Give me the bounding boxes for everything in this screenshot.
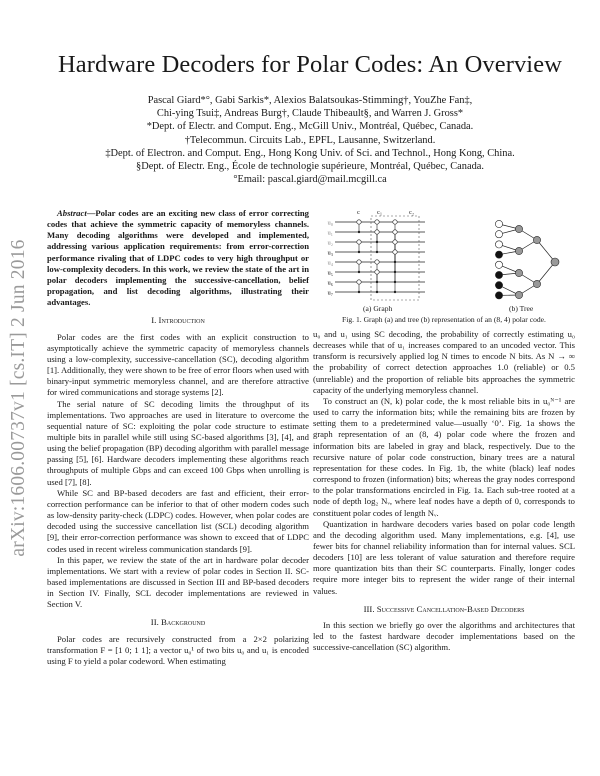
xor-node — [357, 240, 361, 244]
xor-node — [357, 280, 361, 284]
junction-node — [358, 251, 360, 253]
junction-node — [376, 251, 378, 253]
tree-leaf-node — [495, 282, 502, 289]
tree-leaf-node — [495, 261, 502, 268]
xor-node — [357, 260, 361, 264]
right-column — [313, 329, 575, 653]
paragraph: Quantization in hardware decoders varies based on polar code length and the decoding algorithm used. Many implementations, e.g. [4], use fewer bits for channel reliability information than for internal values. SCL decoders [10] are less tolerant of value saturation and therefore require more quantization bits than their SC counterparts. Finally, longer codes require more integer bits to represent the wider range of their internal values. — [313, 518, 575, 596]
junction-node — [358, 231, 360, 233]
paragraph: In this section we briefly go over the algorithms and architectures that led to the fastest hardware decoder implementations based on the successive-cancellation (SC) algorithm. — [313, 619, 575, 653]
xor-node — [375, 270, 379, 274]
section-heading: II. Background — [150, 617, 206, 628]
tree-leaf-node — [495, 231, 502, 238]
paragraph: In this paper, we review the state of the art in hardware polar decoder implementations. We start with a review of polar codes in Section II. SC-based implementations are discussed in Section III and BP-based decoders in Section IV. Finally, SCL decoder implementations are reviewed in Section V. — [47, 554, 309, 610]
tree-leaf-node — [495, 220, 502, 227]
graph-input-label: u₀ — [327, 219, 333, 227]
xor-node — [393, 250, 397, 254]
tree-internal-node — [515, 291, 522, 298]
affiliation-line: ‡Dept. of Electron. and Comput. Eng., Hong Kong Univ. of Sci. and Technol., Hong Kong, China. — [105, 147, 515, 159]
junction-node — [358, 271, 360, 273]
stage-label: c — [357, 209, 360, 216]
tree-leaf-node — [495, 241, 502, 248]
section-heading: III. Successive Cancellation-Based Decoders — [363, 603, 525, 614]
figure-graphic — [313, 206, 575, 316]
figure-caption: Fig. 1. Graph (a) and tree (b) representation of an (8, 4) polar code. — [342, 315, 546, 324]
affiliation-line: †Telecommun. Circuits Lab., EPFL, Lausanne, Switzerland. — [184, 134, 436, 146]
abstract-label: Abstract — [57, 208, 87, 218]
xor-node — [393, 220, 397, 224]
xor-node — [393, 240, 397, 244]
subfigure-a-label: (a) Graph — [363, 304, 393, 313]
xor-node — [375, 230, 379, 234]
email-line: °Email: pascal.giard@mail.mcgill.ca — [233, 174, 387, 186]
author-block — [40, 94, 580, 186]
graph-input-label: u₆ — [327, 279, 333, 287]
figure-1 — [313, 206, 575, 330]
junction-node — [376, 291, 378, 293]
arxiv-stamp: arXiv:1606.00737v1 [cs.IT] 2 Jun 2016 — [8, 239, 29, 557]
affiliation-line: §Dept. of Electr. Eng., École de technologie supérieure, Montréal, Québec, Canada. — [136, 161, 484, 173]
author-line: Pascal Giard*°, Gabi Sarkis*, Alexios Balatsoukas-Stimming†, YouZhe Fan‡, — [147, 95, 473, 106]
stage-label: c₁ — [377, 209, 383, 216]
tree-internal-node — [515, 225, 522, 232]
graph-input-label: u₃ — [327, 249, 333, 257]
tree-internal-node — [515, 247, 522, 254]
graph-input-label: u₁ — [327, 229, 333, 237]
paragraph: While SC and BP-based decoders are fast and efficient, their error-correction performance can be inferior to that of other modern codes such as low-density parity-check (LDPC) codes. However, when polar codes are decoded using the successive cancellation list (SCL) decoding algorithm [9], their error-correction performance was shown to exceed that of LDPC codes used in recent wireless communication standards [9]. — [47, 487, 309, 554]
xor-node — [393, 230, 397, 234]
paper-title: Hardware Decoders for Polar Codes: An Overview — [58, 51, 562, 78]
tree-leaf-node — [495, 251, 502, 258]
tree-leaf-node — [495, 271, 502, 278]
tree-internal-node — [533, 280, 540, 287]
affiliation-line: *Dept. of Electr. and Comput. Eng., McGill Univ., Montréal, Québec, Canada. — [146, 121, 474, 133]
author-line: Chi-ying Tsui‡, Andreas Burg†, Claude Thibeault§, and Warren J. Gross* — [156, 108, 464, 120]
tree-internal-node — [533, 236, 540, 243]
graph-input-label: u₅ — [327, 269, 333, 277]
junction-node — [394, 291, 396, 293]
junction-node — [358, 291, 360, 293]
xor-node — [375, 220, 379, 224]
paragraph: Polar codes are the first codes with an explicit construction to asymptotically achieve the symmetric capacity of memoryless channels using a low-complexity, successive-cancellation (SC), decoding algorithm [1]. Additionally, they were shown to be free of error floors when used with binary-input symmetric memoryless channel, and are therefore attractive for wired communications and storage systems [2]. — [47, 331, 309, 398]
paragraph: The serial nature of SC decoding limits the throughput of its implementations. Two approaches are used in literature to overcome the sequential nature of SC: exploiting the polar code structure to estimate multiple bits in parallel while still using SC-based algorithms [3], [4], and using the belief propagation (BP) decoding algorithm with parallel message passing [5], [6]. Hardware decoders implementing these algorithms reach throughputs of multiple Gbps and can exceed 100 Gbps when unrolling is used [7], [8]. — [47, 398, 309, 487]
section-heading: I. Introduction — [151, 315, 205, 326]
paragraph: To construct an (N, k) polar code, the k most reliable bits in u₀ᴺ⁻¹ are used to carry the information bits; while the remaining bits are frozen by setting them to a predetermined value—usually ‘0’. Fig. 1a shows the graph representation of an (8, 4) polar code where the frozen and information bits are labeled in gray and black, respectively. Due to the recursive nature of polar code construction, binary trees are a natural representation for these codes. In Fig. 1b, the white (black) leaf nodes correspond to frozen (information) bits; whereas the gray nodes correspond to the polar transformations encircled in Fig. 1a. Each sub-tree rooted at a node of depth log₂ Nᵥ, where leaf nodes have a depth of 0, corresponds to constituent polar codes of length Nᵥ. — [313, 395, 575, 518]
paragraph: u₀ and u₁ using SC decoding, the probability of correctly estimating u₀ decreases while that of u₁ increases compared to an uncoded vector. This transform is recursively applied log N times to encode N bits. As N → ∞ the probability of correct detection approaches 1.0 (reliable) or 0.5 (unreliable) and the proportion of reliable bits approaches the symmetric capacity of the underlying memoryless channel. — [313, 329, 575, 395]
tree-internal-node — [515, 269, 522, 276]
stage-label: c₂ — [409, 209, 415, 216]
tree-root-node — [551, 258, 559, 266]
abstract: Abstract—Polar codes are an exciting new class of error correcting codes that achieve the symmetric capacity of memoryless channels. Many decoding algorithms were developed and implemented, addressing various application requirements: from error-correction performance rivaling that of LDPC codes to very high throughput or low-complexity decoders. In this work, we review the state of the art in polar decoders implementing the successive-cancellation, belief propagation, and list decoding algorithms, illustrating their advantages. — [47, 208, 309, 308]
graph-input-label: u₇ — [327, 289, 333, 297]
tree-leaf-node — [495, 292, 502, 299]
left-column — [47, 208, 309, 667]
paragraph: Polar codes are recursively constructed from a 2×2 polarizing transformation F = [1 0; 1 1]; a vector u₀¹ of two bits u₀ and u₁ is encoded using F to yield a polar codeword. When estimating — [47, 633, 309, 666]
graph-input-label: u₂ — [327, 239, 333, 247]
xor-node — [357, 220, 361, 224]
xor-node — [375, 260, 379, 264]
subfigure-b-label: (b) Tree — [509, 304, 534, 313]
graph-input-label: u₄ — [327, 259, 333, 267]
